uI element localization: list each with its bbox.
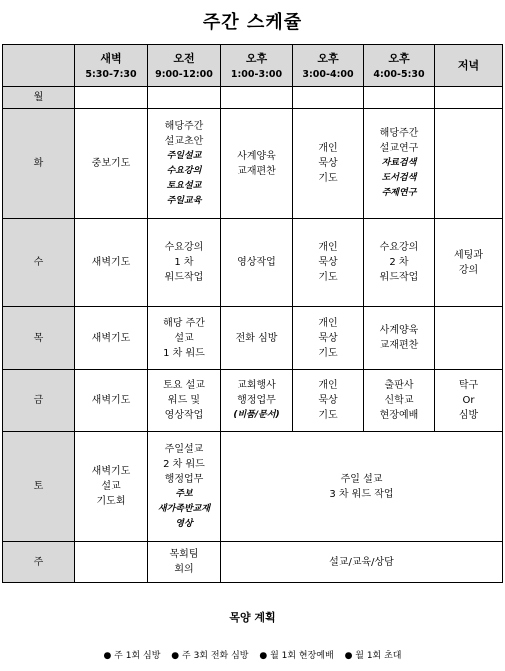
- cell-text: 기도: [318, 173, 338, 184]
- col-time: 4:00-5:30: [373, 68, 425, 80]
- plan-item: ● 월 1회 초대: [344, 651, 402, 661]
- cell-text: 워드작업: [164, 272, 204, 283]
- col-header-afternoon-2: [293, 45, 364, 87]
- cell-text: 워드작업: [379, 272, 419, 283]
- cell-text: 주일 설교: [340, 473, 383, 485]
- cell-text: 수요강의: [164, 242, 204, 253]
- page-title: 주간 스케쥴: [202, 12, 303, 33]
- cell-emphasis: (비품/문서): [233, 410, 280, 420]
- cell-emphasis: 자료검색: [381, 158, 417, 168]
- cell-text: 1 차 워드: [163, 347, 205, 359]
- cell-text: 새벽기도: [91, 257, 131, 268]
- cell: [364, 219, 435, 307]
- cell-text: 행정업무: [237, 395, 276, 406]
- cell-emphasis: 주일교육: [166, 195, 202, 206]
- day-label-thursday: 목: [3, 307, 75, 370]
- cell-text: 새벽기도: [91, 466, 131, 477]
- cell: [75, 542, 148, 583]
- cell: [293, 109, 364, 219]
- cell-text: 새벽기도: [91, 332, 131, 344]
- plan-item: ● 주 3회 전화 심방: [171, 651, 249, 661]
- cell-text: 교재편찬: [379, 340, 419, 351]
- cell: [221, 109, 293, 219]
- cell-emphasis: 토요설교: [166, 180, 202, 191]
- col-time: 9:00-12:00: [155, 68, 213, 80]
- col-name: 오후: [317, 51, 339, 65]
- col-name: 오후: [245, 51, 268, 65]
- cell-text: 전화 심방: [235, 332, 278, 344]
- cell: [75, 219, 148, 307]
- cell: [435, 87, 503, 109]
- cell-text: 주일설교: [164, 443, 204, 455]
- col-header-dawn: [75, 45, 148, 87]
- row-friday: [3, 370, 503, 432]
- cell-text: 세팅과: [454, 249, 483, 261]
- cell-text: Or: [462, 395, 475, 406]
- cell-text: 워드 및: [167, 395, 201, 406]
- cell-text: 묵상: [318, 158, 338, 169]
- cell-text: 기도: [318, 410, 338, 421]
- day-label-wednesday: 수: [3, 219, 75, 307]
- cell: [148, 219, 221, 307]
- cell: [435, 370, 503, 432]
- pastoral-plan-list: [0, 648, 505, 661]
- row-sunday: [3, 542, 503, 583]
- cell: [364, 109, 435, 219]
- row-thursday: [3, 307, 503, 370]
- cell-text: 설교초안: [164, 135, 204, 147]
- cell-text: 강의: [458, 264, 479, 276]
- cell-text: 묵상: [318, 395, 338, 406]
- cell-text: 심방: [458, 410, 479, 421]
- cell-emphasis: 주일설교: [166, 150, 202, 161]
- cell-text: 설교/교육/상담: [329, 556, 394, 568]
- cell-text: 교재편찬: [237, 165, 276, 177]
- cell-text: 설교연구: [379, 143, 419, 154]
- cell: [148, 109, 221, 219]
- row-saturday: [3, 432, 503, 542]
- pastoral-plan-title: 목양 계획: [229, 611, 276, 624]
- cell-text: 목회팀: [169, 549, 199, 560]
- col-name: 저녁: [457, 59, 480, 72]
- cell-emphasis: 주보: [175, 488, 193, 499]
- cell: [364, 370, 435, 432]
- cell: [435, 109, 503, 219]
- header-row: [3, 45, 503, 87]
- cell: [75, 109, 148, 219]
- cell-text: 개인: [318, 143, 338, 154]
- day-label-friday: 금: [3, 370, 75, 432]
- cell: [75, 307, 148, 370]
- cell-emphasis: 도서검색: [381, 173, 417, 183]
- col-header-evening: [435, 45, 503, 87]
- cell: [364, 307, 435, 370]
- cell: [75, 432, 148, 542]
- cell-emphasis: 수요강의: [166, 165, 202, 176]
- col-time: 5:30-7:30: [85, 68, 137, 80]
- cell: [148, 432, 221, 542]
- cell: [221, 219, 293, 307]
- col-name: 오후: [388, 51, 410, 65]
- col-name: 새벽: [100, 51, 122, 65]
- cell-text: 회의: [174, 564, 194, 575]
- col-name: 오전: [173, 51, 195, 65]
- cell-text: 영상작업: [237, 257, 276, 268]
- row-tuesday: [3, 109, 503, 219]
- cell-text: 행정업무: [164, 473, 204, 485]
- cell-emphasis: 영상: [175, 518, 193, 529]
- cell-text: 사계양육: [237, 150, 276, 162]
- cell-text: 토요 설교: [163, 380, 205, 391]
- cell: [435, 219, 503, 307]
- row-monday: [3, 87, 503, 109]
- row-wednesday: [3, 219, 503, 307]
- cell: [148, 370, 221, 432]
- cell-text: 출판사: [384, 380, 414, 391]
- corner-cell: [3, 45, 75, 87]
- col-time: 1:00-3:00: [230, 68, 283, 80]
- day-label-sunday: 주: [3, 542, 75, 583]
- cell-text: 설교: [101, 481, 121, 492]
- col-time: 3:00-4:00: [302, 68, 354, 80]
- plan-item: ● 주 1회 심방: [103, 651, 161, 661]
- cell: [75, 87, 148, 109]
- cell-text: 해당 주간: [163, 317, 205, 329]
- day-label-tuesday: 화: [3, 109, 75, 219]
- cell-text: 묵상: [318, 257, 338, 268]
- cell: [221, 87, 293, 109]
- cell-text: 교회행사: [237, 380, 276, 391]
- cell-text: 해당주간: [164, 120, 204, 132]
- cell-text: 기도: [318, 272, 338, 283]
- cell: [293, 219, 364, 307]
- cell-text: 수요강의: [379, 242, 419, 253]
- cell-emphasis: 새가족반교재: [157, 503, 211, 514]
- cell-text: 사계양육: [379, 325, 419, 336]
- cell-text: 개인: [318, 380, 338, 391]
- cell-text: 기도: [318, 347, 338, 359]
- cell-text: 현장예배: [379, 410, 419, 421]
- day-label-saturday: 토: [3, 432, 75, 542]
- day-label-monday: 월: [3, 87, 75, 109]
- cell: [293, 87, 364, 109]
- cell-text: 영상작업: [164, 410, 204, 421]
- cell-text: 신학교: [384, 395, 414, 406]
- col-header-afternoon-1: [221, 45, 293, 87]
- cell-text: 1 차: [174, 257, 194, 268]
- cell-text: 새벽기도: [91, 395, 131, 406]
- cell-text: 중보기도: [91, 158, 131, 169]
- col-header-afternoon-3: [364, 45, 435, 87]
- weekly-schedule-table: [2, 44, 503, 583]
- merged-cell: [221, 542, 503, 583]
- cell: [293, 307, 364, 370]
- cell-text: 2 차 워드: [163, 458, 205, 470]
- cell-text: 탁구: [458, 380, 479, 391]
- cell-text: 설교: [174, 332, 194, 344]
- cell-text: 묵상: [318, 332, 338, 344]
- cell: [364, 87, 435, 109]
- merged-cell: [221, 432, 503, 542]
- cell: [148, 87, 221, 109]
- cell: [75, 370, 148, 432]
- cell: [148, 307, 221, 370]
- cell: [148, 542, 221, 583]
- cell-text: 해당주간: [379, 128, 419, 139]
- cell: [435, 307, 503, 370]
- cell: [221, 307, 293, 370]
- cell-emphasis: 주제연구: [381, 188, 417, 198]
- plan-item: ● 월 1회 현장예배: [259, 651, 334, 661]
- cell-text: 개인: [318, 242, 338, 253]
- cell-text: 개인: [318, 317, 338, 329]
- cell-text: 기도회: [96, 496, 126, 507]
- cell: [293, 370, 364, 432]
- col-header-morning: [148, 45, 221, 87]
- cell: [221, 370, 293, 432]
- cell-text: 2 차: [389, 257, 409, 268]
- cell-text: 3 차 워드 작업: [329, 488, 394, 500]
